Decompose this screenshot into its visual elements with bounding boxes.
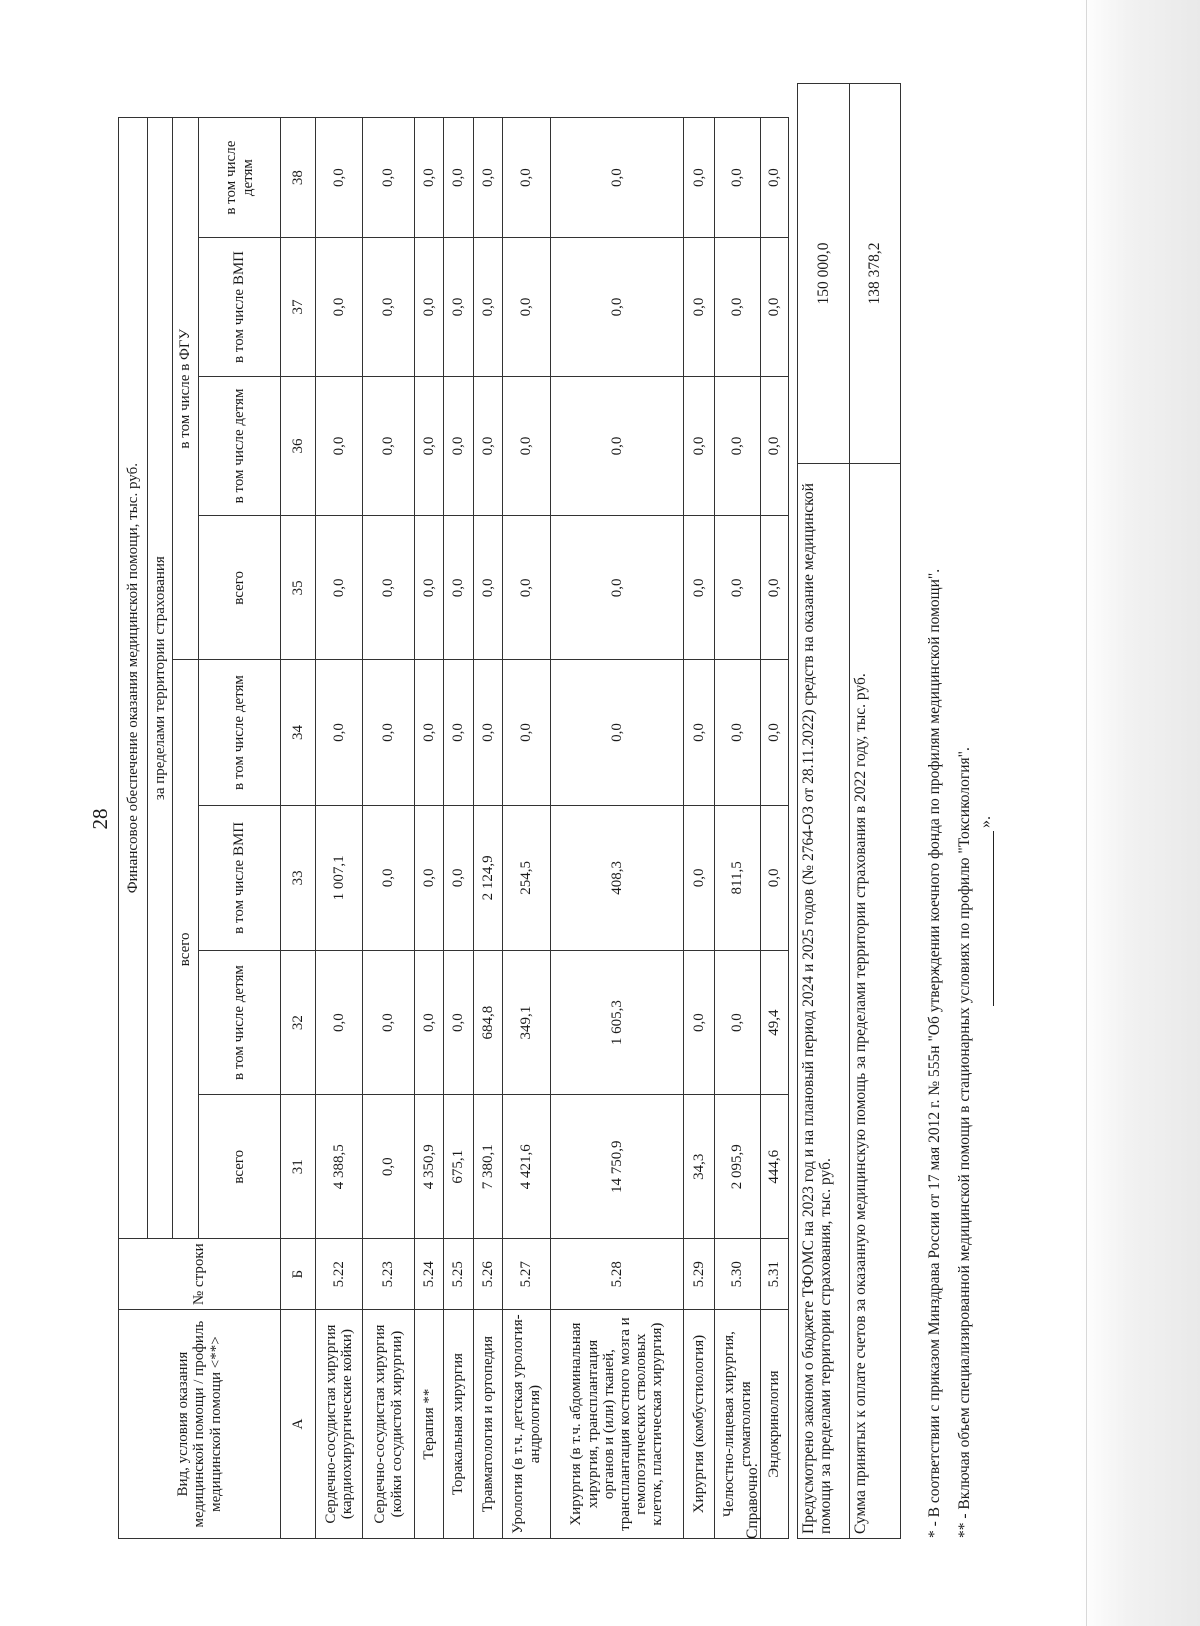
header-deti-2: в том числе детям (199, 660, 281, 805)
row-name: Сердечно-сосудистая хирургия (койки сосудистой хирургии) (363, 1310, 415, 1539)
cell: 0,0 (444, 118, 474, 238)
closing-quote: ». (977, 816, 994, 828)
header-vsego-group: всего (173, 660, 199, 1239)
table-row (684, 118, 715, 1539)
cell: 0,0 (503, 660, 551, 805)
cell: 0,0 (363, 376, 415, 516)
table-row (761, 118, 789, 1539)
reference-row (798, 84, 850, 1539)
reference-text: Предусмотрено законом о бюджете ТФОМС на 2023 год и на плановый период 2024 и 2025 годов (№ 2764-ОЗ от 28.11.2022) средств на оказание медицинской помощи за пределами территории страхования, тыс. руб. (798, 464, 850, 1539)
cell: 0,0 (444, 950, 474, 1094)
cell: 0,0 (503, 376, 551, 516)
cell: 0,0 (444, 516, 474, 660)
reference-heading: Справочно: (744, 1463, 761, 1539)
column-number: 33 (281, 805, 316, 950)
table-row (444, 118, 474, 1539)
header-fgu-vmp: в том числе ВМП (199, 238, 281, 376)
cell: 2 095,9 (715, 1095, 761, 1239)
row-number: 5.30 (715, 1239, 761, 1310)
cell: 0,0 (503, 516, 551, 660)
cell: 0,0 (684, 376, 715, 516)
cell: 4 388,5 (316, 1095, 363, 1239)
column-number: 36 (281, 376, 316, 516)
footnote-2: ** - Включая объем специализированной медицинской помощи в стационарных условиях по профилю "Токсикология". (956, 747, 973, 1538)
cell: 0,0 (684, 950, 715, 1094)
cell: 0,0 (474, 118, 503, 238)
cell: 0,0 (415, 805, 444, 950)
cell: 349,1 (503, 950, 551, 1094)
cell: 0,0 (415, 118, 444, 238)
cell: 0,0 (761, 118, 789, 238)
cell: 0,0 (474, 238, 503, 376)
header-fgu-vsego: всего (199, 516, 281, 660)
table-row (715, 118, 761, 1539)
cell: 684,8 (474, 950, 503, 1094)
column-number: А (281, 1310, 316, 1539)
row-number: 5.31 (761, 1239, 789, 1310)
cell: 0,0 (761, 516, 789, 660)
cell: 0,0 (316, 516, 363, 660)
cell: 14 750,9 (551, 1095, 684, 1239)
footnote-1: * - В соответствии с приказом Минздрава России от 17 мая 2012 г. № 555н "Об утверждении коечного фонда по профилям медицинской помощи". (926, 568, 943, 1538)
cell: 0,0 (415, 660, 444, 805)
cell: 675,1 (444, 1095, 474, 1239)
row-number: 5.27 (503, 1239, 551, 1310)
cell: 0,0 (761, 660, 789, 805)
header-vid: Вид, условия оказания медицинской помощи / профиль медицинской помощи <**> (119, 1310, 281, 1539)
column-number: 37 (281, 238, 316, 376)
column-number-row (281, 118, 316, 1539)
cell: 1 605,3 (551, 950, 684, 1094)
cell: 0,0 (363, 950, 415, 1094)
row-name: Торакальная хирургия (444, 1310, 474, 1539)
cell: 1 007,1 (316, 805, 363, 950)
cell: 0,0 (684, 516, 715, 660)
row-name: Челюстно-лицевая хирургия, стоматология (715, 1310, 761, 1539)
row-number: 5.25 (444, 1239, 474, 1310)
row-number: 5.29 (684, 1239, 715, 1310)
cell: 0,0 (551, 118, 684, 238)
header-fgu-deti: в том числе детям (199, 376, 281, 516)
cell: 4 421,6 (503, 1095, 551, 1239)
row-name: Хирургия (комбустиология) (684, 1310, 715, 1539)
row-name: Сердечно-сосудистая хирургия (кардиохирургические койки) (316, 1310, 363, 1539)
cell: 0,0 (363, 805, 415, 950)
cell: 0,0 (715, 238, 761, 376)
cell: 0,0 (363, 1095, 415, 1239)
cell: 0,0 (444, 238, 474, 376)
cell: 0,0 (363, 118, 415, 238)
cell: 0,0 (363, 516, 415, 660)
row-number: 5.28 (551, 1239, 684, 1310)
row-number: 5.26 (474, 1239, 503, 1310)
reference-text: Сумма принятых к оплате счетов за оказанную медицинскую помощь за пределами территории страхования в 2022 году, тыс. руб. (850, 464, 901, 1539)
reference-row (850, 84, 901, 1539)
column-number: 34 (281, 660, 316, 805)
cell: 49,4 (761, 950, 789, 1094)
cell: 0,0 (761, 238, 789, 376)
header-financing: Финансовое обеспечение оказания медицинской помощи, тыс. руб. (119, 118, 148, 1239)
cell: 0,0 (551, 516, 684, 660)
cell: 0,0 (761, 805, 789, 950)
header-deti: в том числе детям (199, 950, 281, 1094)
reference-value: 150 000,0 (798, 84, 850, 464)
cell: 0,0 (316, 118, 363, 238)
signature-line (993, 831, 994, 1006)
header-fgu-group: в том числе в ФГУ (173, 118, 199, 660)
row-name: Хирургия (в т.ч. абдоминальная хирургия, трансплантация органов и (или) тканей, трансплантация костного мозга и гемопоэтических стволовых клеток, пластическая хирургия) (551, 1310, 684, 1539)
cell: 0,0 (363, 238, 415, 376)
reference-value: 138 378,2 (850, 84, 901, 464)
header-outside-territory: за пределами территории страхования (148, 118, 173, 1239)
cell: 254,5 (503, 805, 551, 950)
cell: 444,6 (761, 1095, 789, 1239)
cell: 7 380,1 (474, 1095, 503, 1239)
cell: 0,0 (474, 660, 503, 805)
cell: 0,0 (715, 118, 761, 238)
cell: 0,0 (684, 238, 715, 376)
cell: 4 350,9 (415, 1095, 444, 1239)
cell: 0,0 (474, 516, 503, 660)
closing-mark (975, 806, 999, 1006)
row-number: 5.23 (363, 1239, 415, 1310)
financing-table (118, 117, 789, 1539)
reference-table (797, 83, 901, 1539)
header-fgu-deti-2: в том числе детям (199, 118, 281, 238)
column-number: 31 (281, 1095, 316, 1239)
cell: 0,0 (415, 238, 444, 376)
cell: 0,0 (316, 950, 363, 1094)
table-row (551, 118, 684, 1539)
table-row (415, 118, 444, 1539)
cell: 0,0 (551, 238, 684, 376)
cell: 0,0 (316, 660, 363, 805)
header-row-number: № строки (119, 1239, 281, 1310)
cell: 0,0 (551, 660, 684, 805)
cell: 811,5 (715, 805, 761, 950)
cell: 0,0 (415, 376, 444, 516)
column-number: Б (281, 1239, 316, 1310)
row-name: Эндокринология (761, 1310, 789, 1539)
cell: 0,0 (316, 376, 363, 516)
cell: 0,0 (551, 376, 684, 516)
cell: 408,3 (551, 805, 684, 950)
cell: 2 124,9 (474, 805, 503, 950)
cell: 0,0 (715, 660, 761, 805)
cell: 0,0 (715, 516, 761, 660)
table-row (363, 118, 415, 1539)
cell: 0,0 (444, 805, 474, 950)
row-number: 5.24 (415, 1239, 444, 1310)
cell: 0,0 (684, 805, 715, 950)
table-row (316, 118, 363, 1539)
cell: 0,0 (503, 118, 551, 238)
row-name: Травматология и ортопедия (474, 1310, 503, 1539)
cell: 0,0 (761, 376, 789, 516)
row-name: Урология (в т.ч. детская урология-андрология) (503, 1310, 551, 1539)
column-number: 35 (281, 516, 316, 660)
cell: 0,0 (684, 118, 715, 238)
cell: 0,0 (415, 950, 444, 1094)
cell: 0,0 (444, 660, 474, 805)
header-vsego: всего (199, 1095, 281, 1239)
cell: 0,0 (715, 950, 761, 1094)
cell: 0,0 (363, 660, 415, 805)
column-number: 32 (281, 950, 316, 1094)
row-name: Терапия ** (415, 1310, 444, 1539)
cell: 0,0 (444, 376, 474, 516)
column-number: 38 (281, 118, 316, 238)
cell: 0,0 (684, 660, 715, 805)
table-row (503, 118, 551, 1539)
cell: 0,0 (503, 238, 551, 376)
cell: 34,3 (684, 1095, 715, 1239)
page-number: 28 (88, 808, 112, 830)
table-row (474, 118, 503, 1539)
cell: 0,0 (715, 376, 761, 516)
row-number: 5.22 (316, 1239, 363, 1310)
cell: 0,0 (415, 516, 444, 660)
header-vmp: в том числе ВМП (199, 805, 281, 950)
cell: 0,0 (474, 376, 503, 516)
cell: 0,0 (316, 238, 363, 376)
